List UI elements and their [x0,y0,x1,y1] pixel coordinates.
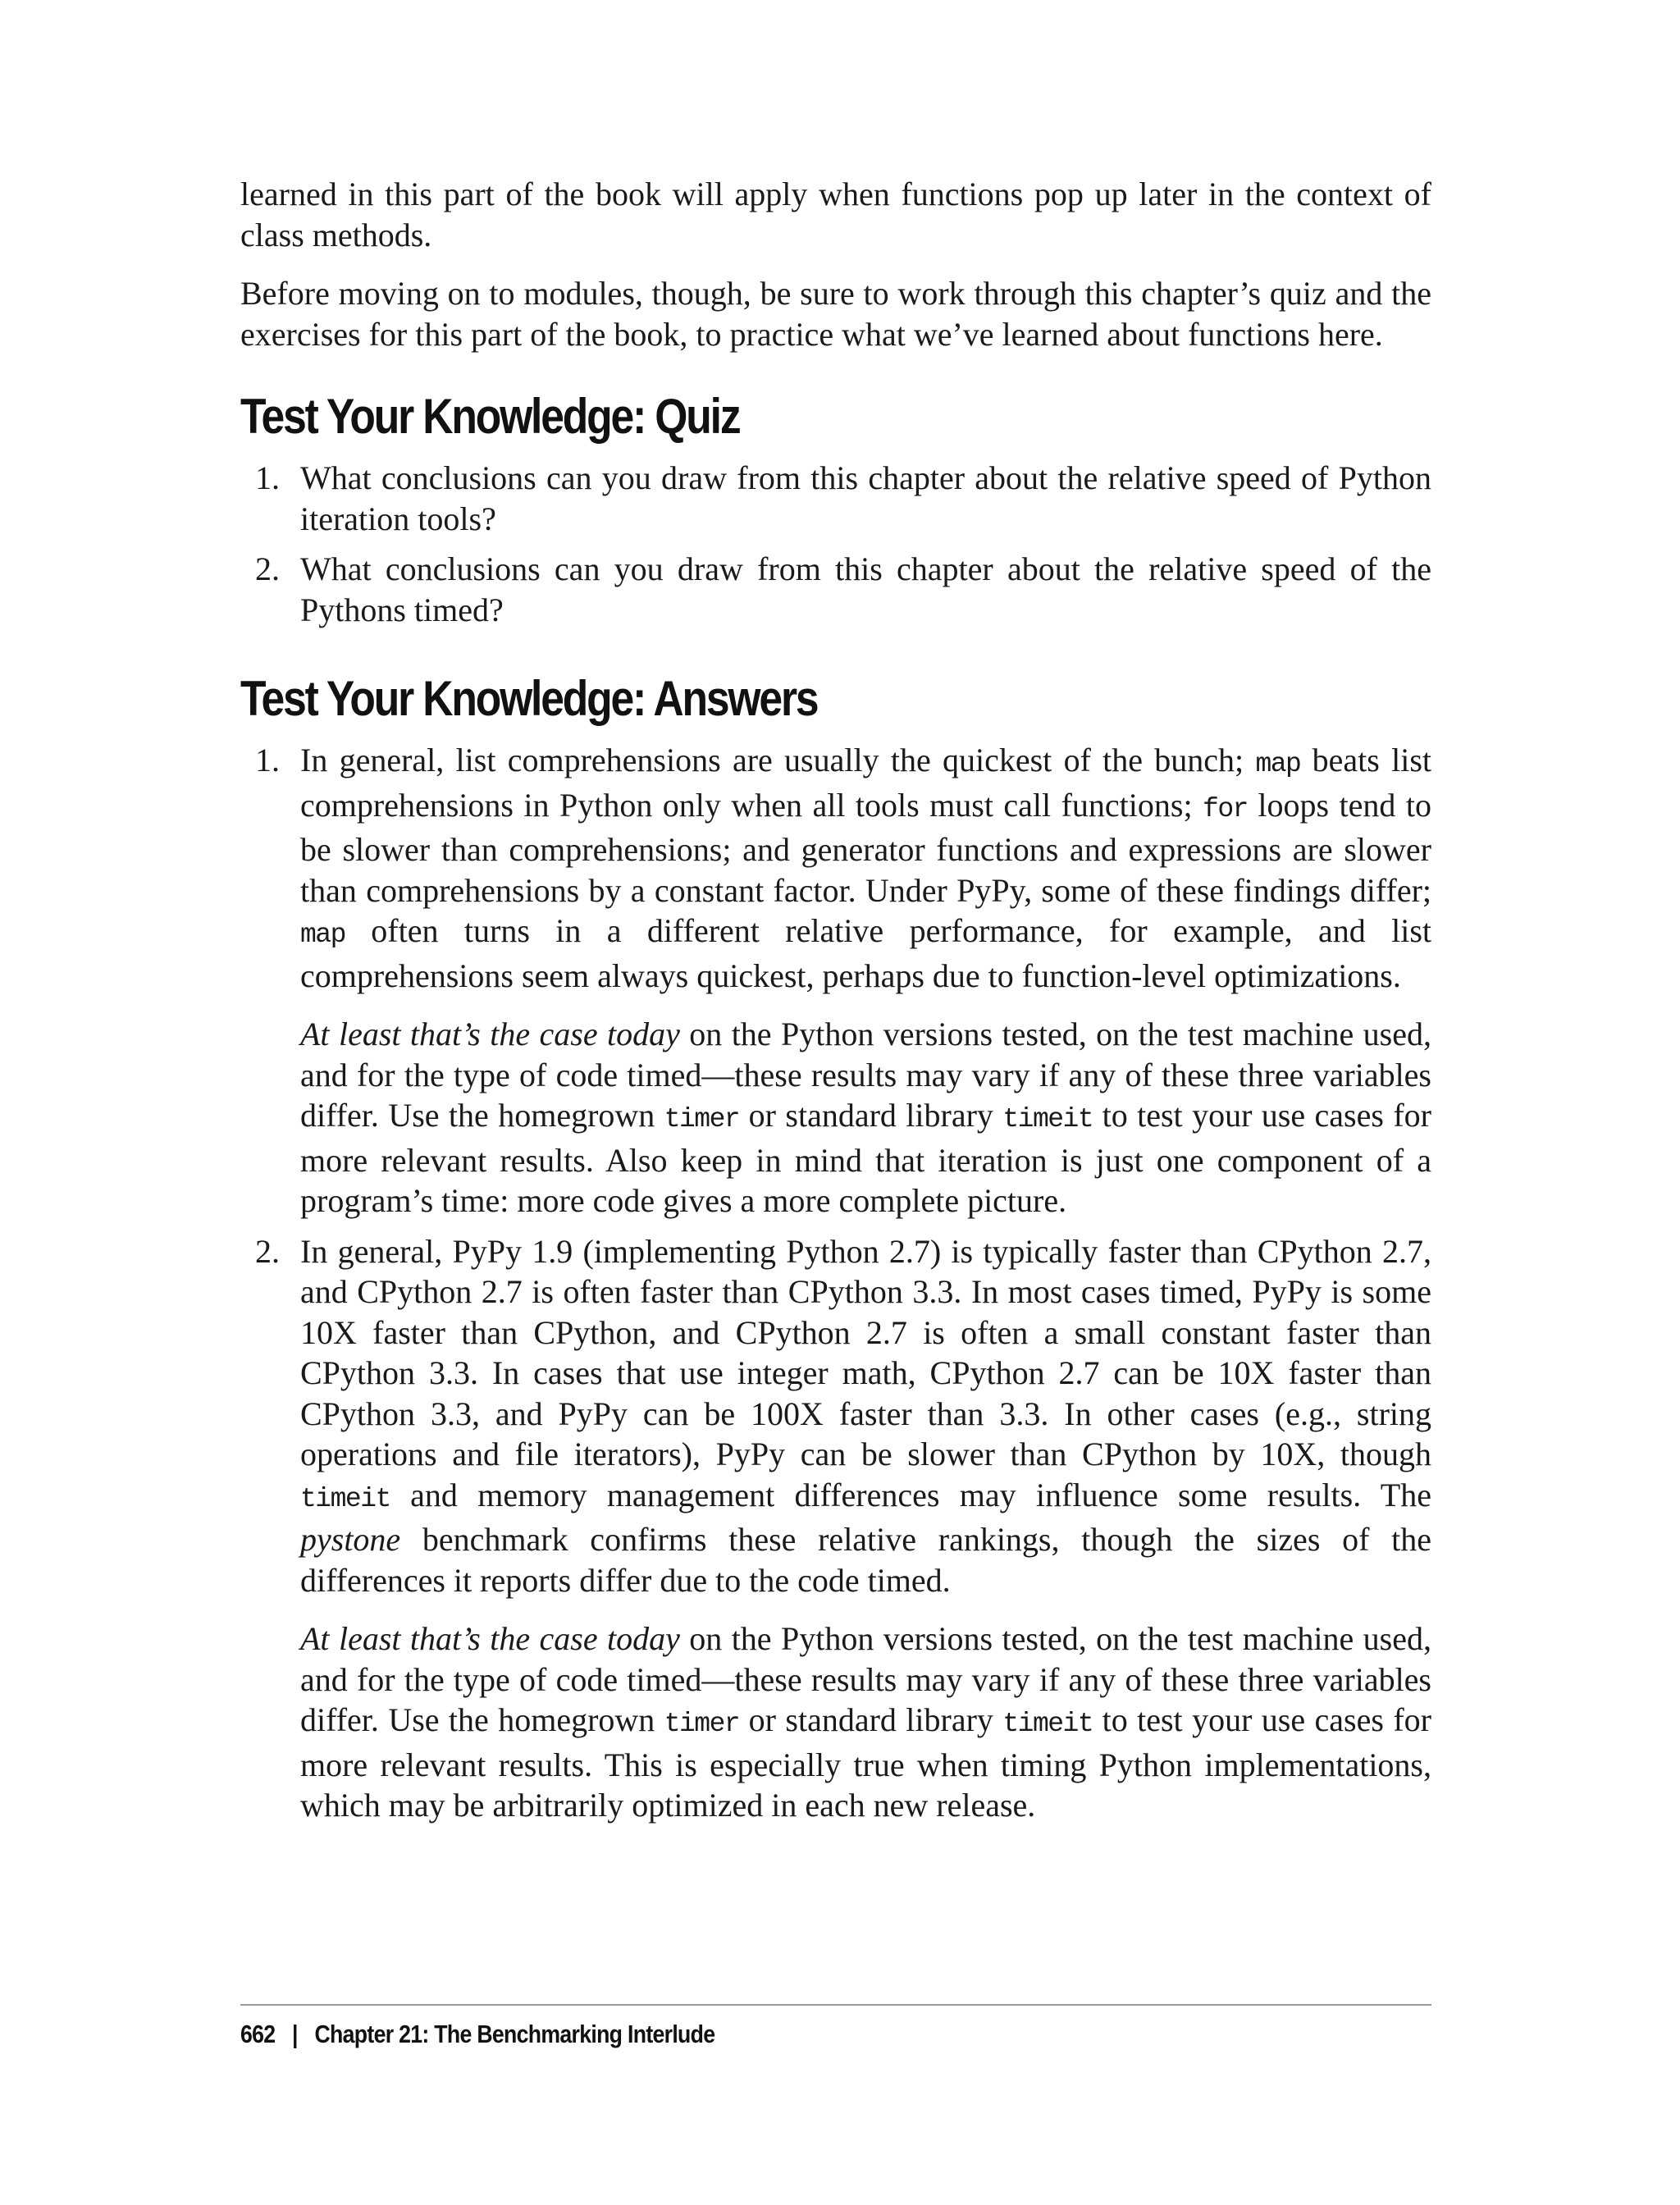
quiz-item [240,458,1431,539]
quiz-item-number: 2. [255,550,280,587]
emphasis: At least that’s the case today [300,1016,680,1052]
answer-item [240,1231,1431,1826]
answers-heading: Test Your Knowledge: Answers [240,671,818,726]
page-body [240,174,1431,1836]
answer-item-number: 1. [255,742,280,778]
inline-code: timeit [300,1483,390,1514]
chapter-title: Chapter 21: The Benchmarking Interlude [314,2020,715,2048]
quiz-list [240,458,1431,630]
answers-list [240,740,1431,1826]
inline-code: timeit [1002,1104,1093,1134]
inline-code: for [1203,793,1248,824]
inline-code: timeit [1002,1709,1093,1739]
page-footer [240,2020,714,2049]
quiz-item-text: What conclusions can you draw from this chapter about the relative speed of the Pythons timed? [300,550,1431,628]
answer-caveat-paragraph: At least that’s the case today on the Python versions tested, on the test machine used, and for the type of code timed—these results may vary if any of these three variables differ. Use the homegrown timer or standard library timeit to test your use cases for more relevant results. Also keep in mind that iteration is just one component of a program’s time: more code gives a more complete picture. [300,1016,1432,1219]
answer-item [240,740,1431,1221]
quiz-item [240,549,1431,630]
intro-paragraph-2: Before moving on to modules, though, be sure to work through this chapter’s quiz and the exercises for this part of the book, to practice what we’ve learned about functions here. [240,275,1431,353]
footer-separator: | [292,2020,298,2048]
emphasis: pystone [300,1521,401,1558]
inline-code: map [300,920,345,950]
quiz-heading: Test Your Knowledge: Quiz [240,389,740,444]
intro-paragraph-1: learned in this part of the book will apply when functions pop up later in the context of class methods. [240,176,1431,253]
answer-paragraph: In general, list comprehensions are usually the quickest of the bunch; map beats list comprehensions in Python only when all tools must call functions; for loops tend to be slower than comprehensions; and generator functions and expressions are slower than comprehensions by a constant factor. Under PyPy, some of these findings differ; map often turns in a different relative performance, for example, and list comprehensions seem always quickest, perhaps due to function-level optimizations. [300,742,1431,994]
answer-item-number: 2. [255,1232,280,1270]
inline-code: map [1255,749,1301,779]
quiz-item-number: 1. [255,459,280,496]
footer-divider [240,2004,1431,2006]
page-number: 662 [240,2020,276,2048]
answer-caveat-paragraph: At least that’s the case today on the Python versions tested, on the test machine used, and for the type of code timed—these results may vary if any of these three variables differ. Use the homegrown timer or standard library timeit to test your use cases for more relevant results. This is especially true when timing Python implementations, which may be arbitrarily optimized in each new release. [300,1620,1432,1824]
emphasis: At least that’s the case today [300,1620,680,1657]
inline-code: timer [664,1104,740,1134]
answer-paragraph: In general, PyPy 1.9 (implementing Python 2.7) is typically faster than CPython 2.7, and CPython 2.7 is often faster than CPython 3.3. In most cases timed, PyPy is some 10X faster than CPython, and CPython 2.7 is often a small constant faster than CPython 3.3. In cases that use integer math, CPython 2.7 can be 10X faster than CPython 3.3, and PyPy can be 100X faster than 3.3. In other cases (e.g., string operations and file iterators), PyPy can be slower than CPython by 10X, though timeit and memory management differences may influence some results. The pystone benchmark confirms these relative rankings, though the sizes of the differences it reports differ due to the code timed. [300,1232,1431,1599]
quiz-item-text: What conclusions can you draw from this chapter about the relative speed of Python iteration tools? [300,459,1431,537]
inline-code: timer [664,1709,740,1739]
